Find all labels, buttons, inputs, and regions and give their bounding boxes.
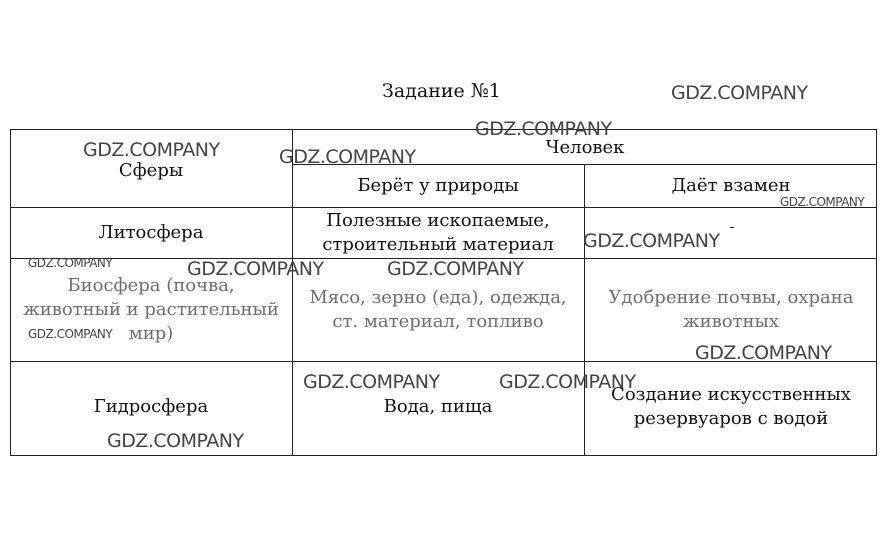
header-gives: Даёт взамен — [671, 175, 791, 196]
watermark: GDZ.COMPANY — [187, 258, 324, 280]
row1-takes: Полезные ископаемые, строительный материал — [322, 210, 554, 255]
watermark: GDZ.COMPANY — [671, 82, 808, 104]
header-human: Человек — [545, 137, 625, 158]
border-bottom — [10, 455, 877, 456]
watermark: GDZ.COMPANY — [107, 430, 244, 452]
watermark: GDZ.COMPANY — [695, 342, 832, 364]
watermark: GDZ.COMPANY — [387, 258, 524, 280]
watermark: GDZ.COMPANY — [499, 371, 636, 393]
row1-sphere: Литосфера — [98, 222, 204, 243]
row1-gives: - — [729, 219, 735, 235]
watermark: GDZ.COMPANY — [583, 230, 720, 252]
watermark: GDZ.COMPANY — [475, 118, 612, 140]
row3-takes: Вода, пища — [383, 396, 493, 417]
page-title: Задание №1 — [382, 80, 501, 102]
watermark: GDZ.COMPANY — [28, 327, 113, 341]
watermark: GDZ.COMPANY — [780, 195, 865, 209]
watermark: GDZ.COMPANY — [83, 139, 220, 161]
border-top — [10, 129, 877, 130]
watermark: GDZ.COMPANY — [279, 146, 416, 168]
row2-sphere: Биосфера (почва, животный и растительный мир) — [23, 275, 279, 344]
row2-takes: Мясо, зерно (еда), одежда, ст. материал, топливо — [309, 287, 567, 332]
row2-gives: Удобрение почвы, охрана животных — [608, 287, 854, 332]
header-takes: Берёт у природы — [357, 175, 519, 196]
row3-sphere: Гидросфера — [93, 396, 209, 417]
header-spheres: Сферы — [118, 160, 184, 181]
watermark: GDZ.COMPANY — [28, 256, 113, 270]
task-table — [10, 129, 877, 456]
watermark: GDZ.COMPANY — [303, 371, 440, 393]
row3-gives: Создание искусственных резервуаров с водой — [611, 384, 851, 429]
